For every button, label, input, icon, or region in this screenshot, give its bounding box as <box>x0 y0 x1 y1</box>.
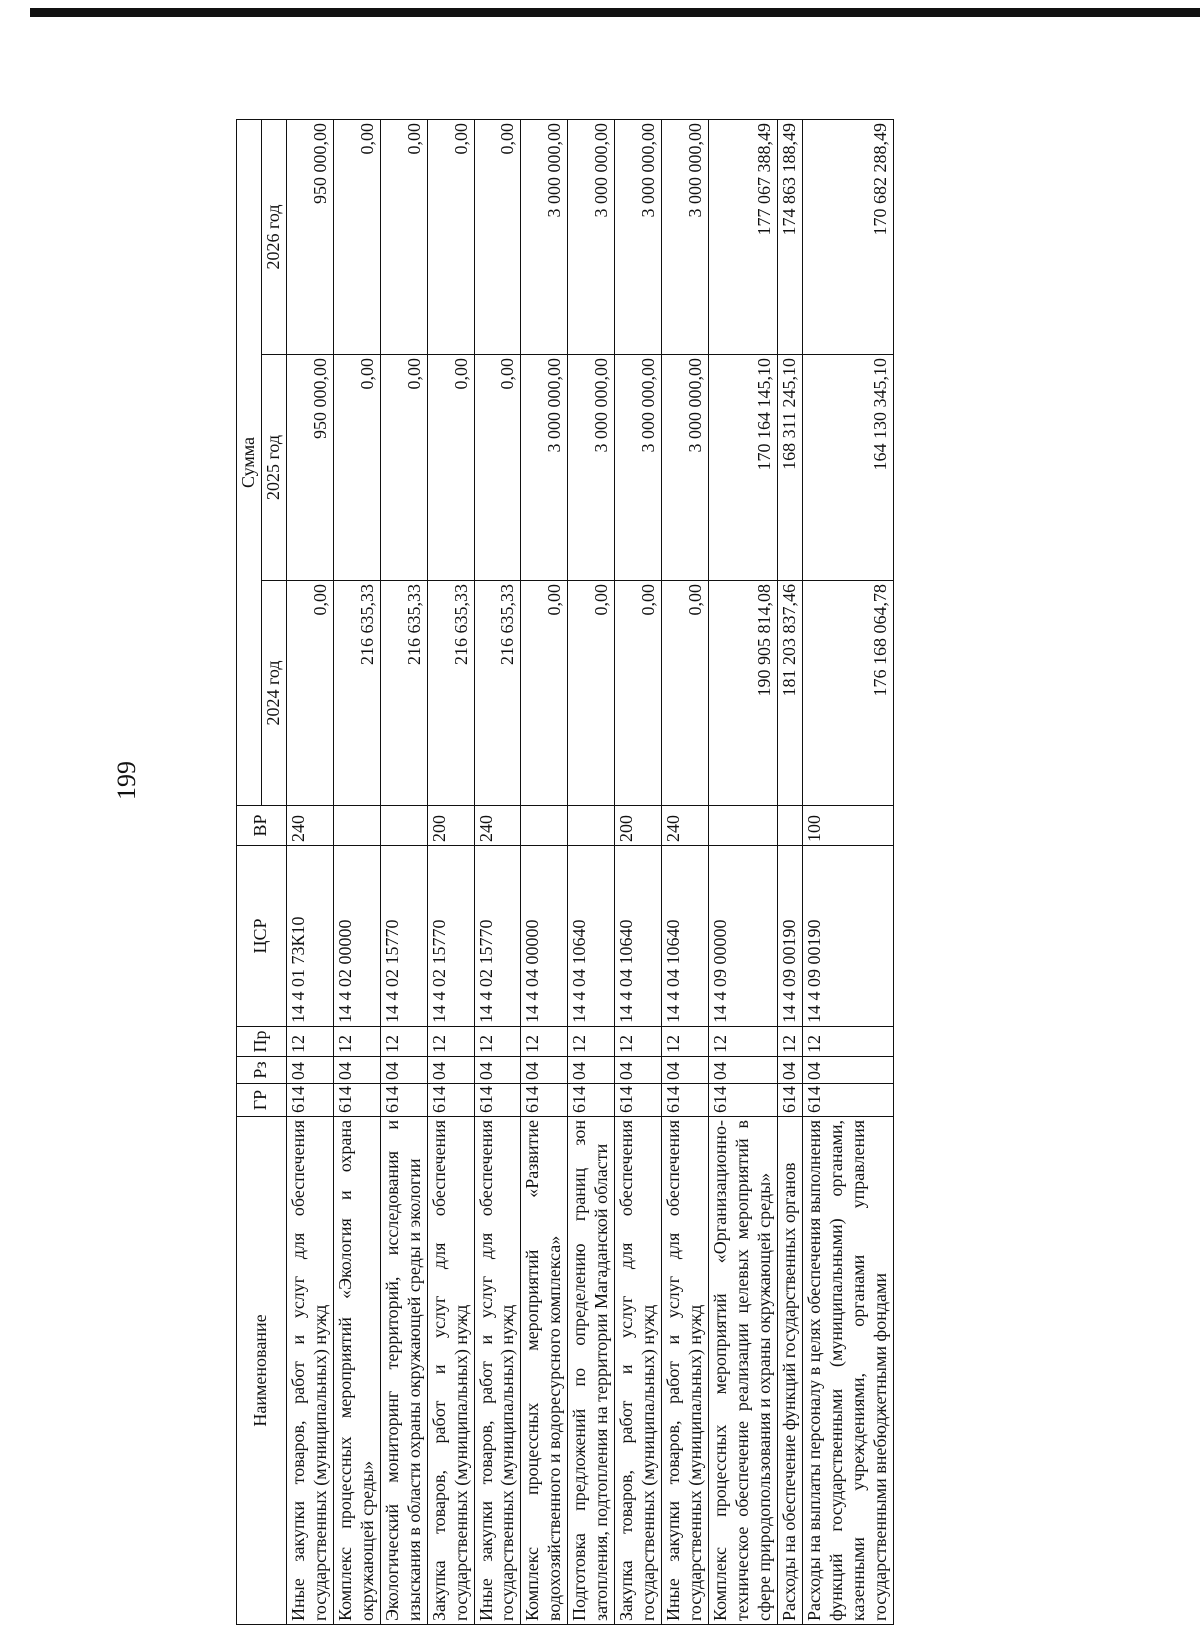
cell-y2026: 3 000 000,00 <box>521 119 568 354</box>
cell-rz: 04 <box>380 1057 427 1084</box>
cell-csr: 14 4 02 15770 <box>380 846 427 1027</box>
table-row <box>286 119 333 1624</box>
cell-y2024: 181 203 837,46 <box>777 581 802 806</box>
cell-y2026: 950 000,00 <box>286 119 333 354</box>
cell-pr: 12 <box>380 1027 427 1057</box>
cell-gr: 614 <box>380 1084 427 1117</box>
cell-y2024: 0,00 <box>568 581 615 806</box>
cell-vr: 100 <box>802 806 893 846</box>
cell-y2026: 0,00 <box>333 119 380 354</box>
cell-gr: 614 <box>615 1084 662 1117</box>
cell-y2026: 3 000 000,00 <box>568 119 615 354</box>
header-pr: Пр <box>237 1027 287 1057</box>
cell-name: Иные закупки товаров, работ и услуг для обеспечения государственных (муниципальных) нужд <box>474 1117 521 1625</box>
table-row <box>615 119 662 1624</box>
cell-csr: 14 4 09 00000 <box>709 846 778 1027</box>
cell-gr: 614 <box>802 1084 893 1117</box>
cell-y2024: 216 635,33 <box>333 581 380 806</box>
cell-pr: 12 <box>521 1027 568 1057</box>
cell-gr: 614 <box>521 1084 568 1117</box>
cell-gr: 614 <box>427 1084 474 1117</box>
cell-rz: 04 <box>427 1057 474 1084</box>
cell-pr: 12 <box>662 1027 709 1057</box>
cell-pr: 12 <box>709 1027 778 1057</box>
table-row <box>333 119 380 1624</box>
cell-pr: 12 <box>474 1027 521 1057</box>
cell-y2024: 0,00 <box>662 581 709 806</box>
table-body <box>286 119 893 1624</box>
cell-y2026: 0,00 <box>474 119 521 354</box>
cell-vr: 240 <box>474 806 521 846</box>
cell-rz: 04 <box>521 1057 568 1084</box>
header-2024: 2024 год <box>261 581 286 806</box>
cell-y2025: 0,00 <box>380 355 427 581</box>
cell-pr: 12 <box>802 1027 893 1057</box>
cell-rz: 04 <box>615 1057 662 1084</box>
cell-y2025: 164 130 345,10 <box>802 355 893 581</box>
header-name: Наименование <box>237 1117 287 1625</box>
cell-vr: 240 <box>662 806 709 846</box>
cell-y2026: 177 067 388,49 <box>709 119 778 354</box>
table-row <box>380 119 427 1624</box>
header-vr: ВР <box>237 806 287 846</box>
table-row <box>777 119 802 1624</box>
cell-y2026: 0,00 <box>427 119 474 354</box>
cell-csr: 14 4 04 10640 <box>568 846 615 1027</box>
cell-gr: 614 <box>286 1084 333 1117</box>
cell-name: Расходы на выплаты персоналу в целях обеспечения выполнения функций государственными (муниципальными) органами, казенными учреждениями, органами управления государственными внебюджетными фондами <box>802 1117 893 1625</box>
cell-vr <box>568 806 615 846</box>
cell-rz: 04 <box>333 1057 380 1084</box>
cell-rz: 04 <box>802 1057 893 1084</box>
cell-y2024: 216 635,33 <box>474 581 521 806</box>
cell-gr: 614 <box>709 1084 778 1117</box>
page-number: 199 <box>112 761 141 800</box>
cell-y2024: 0,00 <box>286 581 333 806</box>
cell-name: Иные закупки товаров, работ и услуг для обеспечения государственных (муниципальных) нужд <box>286 1117 333 1625</box>
cell-name: Расходы на обеспечение функций государственных органов <box>777 1117 802 1625</box>
cell-pr: 12 <box>777 1027 802 1057</box>
cell-y2025: 0,00 <box>474 355 521 581</box>
cell-rz: 04 <box>662 1057 709 1084</box>
cell-name: Закупка товаров, работ и услуг для обеспечения государственных (муниципальных) нужд <box>427 1117 474 1625</box>
cell-gr: 614 <box>777 1084 802 1117</box>
cell-y2025: 3 000 000,00 <box>615 355 662 581</box>
cell-vr <box>333 806 380 846</box>
cell-name: Закупка товаров, работ и услуг для обеспечения государственных (муниципальных) нужд <box>615 1117 662 1625</box>
cell-y2024: 216 635,33 <box>427 581 474 806</box>
cell-rz: 04 <box>568 1057 615 1084</box>
cell-gr: 614 <box>568 1084 615 1117</box>
cell-csr: 14 4 04 10640 <box>615 846 662 1027</box>
cell-y2024: 190 905 814,08 <box>709 581 778 806</box>
header-2026: 2026 год <box>261 119 286 354</box>
cell-name: Иные закупки товаров, работ и услуг для обеспечения государственных (муниципальных) нужд <box>662 1117 709 1625</box>
cell-y2026: 3 000 000,00 <box>615 119 662 354</box>
cell-y2026: 170 682 288,49 <box>802 119 893 354</box>
header-csr: ЦСР <box>237 846 287 1027</box>
cell-y2025: 3 000 000,00 <box>521 355 568 581</box>
table-row <box>709 119 778 1624</box>
cell-vr <box>777 806 802 846</box>
cell-csr: 14 4 04 00000 <box>521 846 568 1027</box>
header-row <box>237 119 262 1624</box>
cell-csr: 14 4 09 00190 <box>802 846 893 1027</box>
cell-rz: 04 <box>777 1057 802 1084</box>
header-2025: 2025 год <box>261 355 286 581</box>
table-row <box>802 119 893 1624</box>
table-row <box>521 119 568 1624</box>
cell-y2025: 0,00 <box>427 355 474 581</box>
cell-y2025: 168 311 245,10 <box>777 355 802 581</box>
cell-y2024: 216 635,33 <box>380 581 427 806</box>
cell-rz: 04 <box>474 1057 521 1084</box>
table-row <box>427 119 474 1624</box>
cell-vr: 240 <box>286 806 333 846</box>
table-row <box>568 119 615 1624</box>
cell-name: Экологический мониторинг территорий, исследования и изыскания в области охраны окружающей среды и экологии <box>380 1117 427 1625</box>
cell-y2026: 3 000 000,00 <box>662 119 709 354</box>
cell-gr: 614 <box>474 1084 521 1117</box>
cell-name: Комплекс процессных мероприятий «Организационно-техническое обеспечение реализации целевых мероприятий в сфере природопользования и охраны окружающей среды» <box>709 1117 778 1625</box>
cell-y2024: 0,00 <box>615 581 662 806</box>
cell-y2026: 0,00 <box>380 119 427 354</box>
cell-csr: 14 4 01 73К10 <box>286 846 333 1027</box>
cell-name: Комплекс процессных мероприятий «Экология и охрана окружающей среды» <box>333 1117 380 1625</box>
cell-y2025: 3 000 000,00 <box>568 355 615 581</box>
cell-csr: 14 4 09 00190 <box>777 846 802 1027</box>
cell-gr: 614 <box>333 1084 380 1117</box>
header-sum: Сумма <box>237 119 262 805</box>
cell-name: Подготовка предложений по определению границ зон затопления, подтопления на территории Магаданской области <box>568 1117 615 1625</box>
cell-rz: 04 <box>709 1057 778 1084</box>
cell-pr: 12 <box>427 1027 474 1057</box>
cell-csr: 14 4 02 15770 <box>427 846 474 1027</box>
cell-csr: 14 4 02 15770 <box>474 846 521 1027</box>
cell-name: Комплекс процессных мероприятий «Развитие водохозяйственного и водоресурсного комплекса» <box>521 1117 568 1625</box>
cell-vr <box>709 806 778 846</box>
table-row <box>662 119 709 1624</box>
cell-vr <box>380 806 427 846</box>
scan-edge-bar <box>30 8 1200 17</box>
cell-csr: 14 4 04 10640 <box>662 846 709 1027</box>
cell-vr: 200 <box>615 806 662 846</box>
cell-pr: 12 <box>615 1027 662 1057</box>
cell-vr <box>521 806 568 846</box>
cell-rz: 04 <box>286 1057 333 1084</box>
cell-y2026: 174 863 188,49 <box>777 119 802 354</box>
cell-pr: 12 <box>286 1027 333 1057</box>
cell-y2025: 0,00 <box>333 355 380 581</box>
cell-y2024: 0,00 <box>521 581 568 806</box>
cell-y2025: 3 000 000,00 <box>662 355 709 581</box>
budget-table <box>236 119 894 1625</box>
cell-y2024: 176 168 064,78 <box>802 581 893 806</box>
cell-pr: 12 <box>333 1027 380 1057</box>
rotated-table-container <box>236 120 1096 1625</box>
cell-vr: 200 <box>427 806 474 846</box>
table-row <box>474 119 521 1624</box>
header-gr: ГР <box>237 1084 287 1117</box>
cell-y2025: 170 164 145,10 <box>709 355 778 581</box>
cell-pr: 12 <box>568 1027 615 1057</box>
cell-y2025: 950 000,00 <box>286 355 333 581</box>
cell-gr: 614 <box>662 1084 709 1117</box>
cell-csr: 14 4 02 00000 <box>333 846 380 1027</box>
header-rz: Рз <box>237 1057 287 1084</box>
